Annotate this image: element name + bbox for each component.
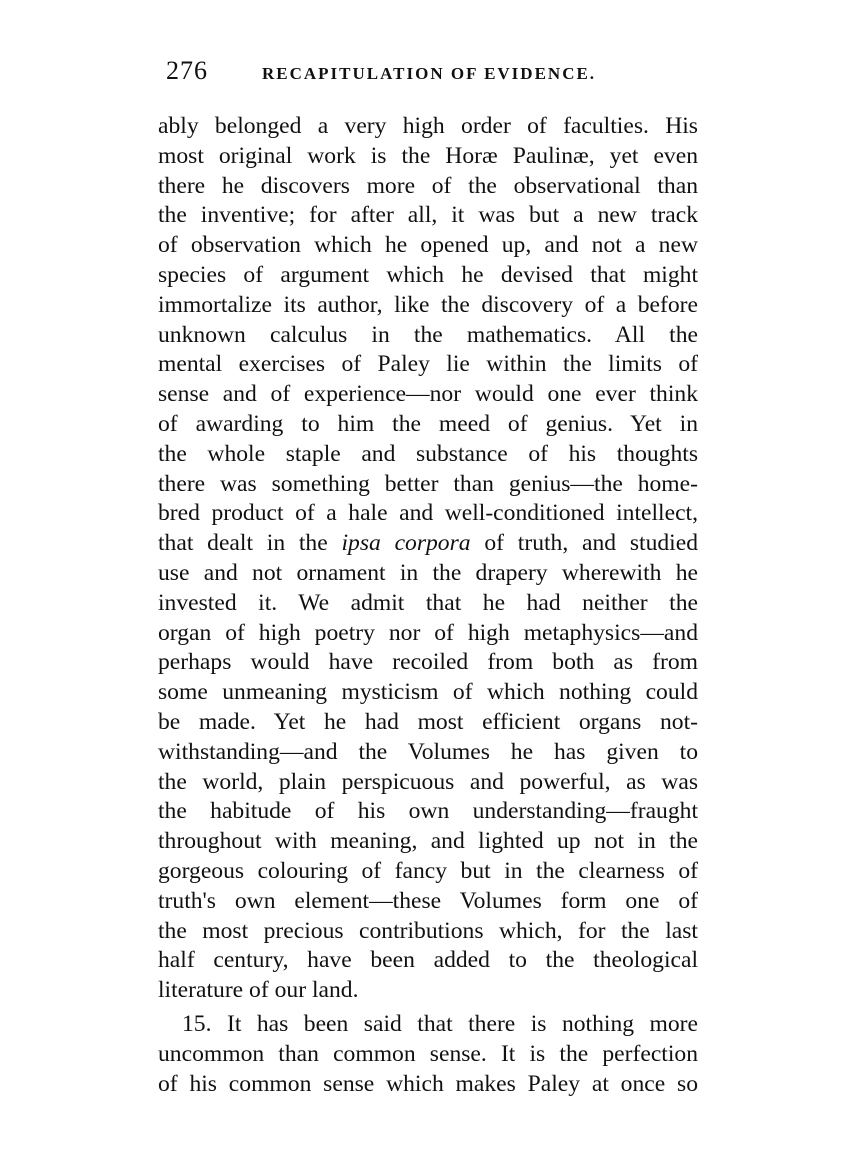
italic-phrase: ipsa corpora (341, 530, 471, 557)
text-line: the world, plain perspicuous and powerful, as was (158, 768, 698, 795)
text-line: the most precious contributions which, for the last (158, 917, 698, 944)
page-number: 276 (166, 56, 208, 85)
text-line: the habitude of his own understanding—fraught (158, 798, 698, 825)
text-line: species of argument which he devised that might (158, 261, 698, 288)
text-line: bred product of a hale and well-conditioned intellect, (158, 500, 698, 527)
text-line: the inventive; for after all, it was but a new track (158, 202, 698, 229)
text-line: use and not ornament in the drapery wherewith he (158, 559, 698, 586)
body-text (158, 112, 698, 1099)
text-run: of truth, and studied (470, 530, 698, 557)
text-line: some unmeaning mysticism of which nothing could (158, 679, 698, 706)
text-run: that dealt in the (158, 530, 342, 557)
text-line: truth's own element—these Volumes form one of (158, 887, 698, 914)
text-line: unknown calculus in the mathematics. All the (158, 321, 698, 348)
text-line: 15. It has been said that there is nothing more (182, 1010, 698, 1037)
text-line: sense and of experience—nor would one ever think (158, 381, 698, 408)
text-line: withstanding—and the Volumes he has given to (158, 738, 698, 765)
text-line: there was something better than genius—the home- (158, 470, 698, 497)
text-line: mental exercises of Paley lie within the limits of (158, 351, 698, 378)
text-line: half century, have been added to the theological (158, 947, 698, 974)
text-line: the whole staple and substance of his thoughts (158, 440, 698, 467)
text-line: immortalize its author, like the discovery of a before (158, 291, 698, 318)
running-title: RECAPITULATION OF EVIDENCE. (262, 64, 597, 83)
paragraph-15 (158, 1010, 698, 1099)
text-line: of awarding to him the meed of genius. Yet in (158, 410, 698, 437)
text-line: perhaps would have recoiled from both as from (158, 649, 698, 676)
text-line-with-italic (158, 529, 698, 559)
running-head (166, 56, 706, 90)
text-line: literature of our land. (158, 977, 359, 1004)
text-line: gorgeous colouring of fancy but in the clearness of (158, 857, 698, 884)
text-line: be made. Yet he had most efficient organs not- (158, 708, 698, 735)
text-line: organ of high poetry nor of high metaphysics—and (158, 619, 698, 646)
text-line: uncommon than common sense. It is the perfection (158, 1040, 698, 1067)
text-line: there he discovers more of the observational than (158, 172, 698, 199)
text-line: ably belonged a very high order of faculties. His (158, 113, 698, 139)
text-line: of his common sense which makes Paley at once so (158, 1070, 698, 1097)
paragraph-continued (158, 112, 698, 1006)
text-line: invested it. We admit that he had neither the (158, 589, 698, 616)
text-line: of observation which he opened up, and not a new (158, 232, 698, 259)
text-line: most original work is the Horæ Paulinæ, yet even (158, 142, 698, 169)
text-line: throughout with meaning, and lighted up not in the (158, 828, 698, 855)
